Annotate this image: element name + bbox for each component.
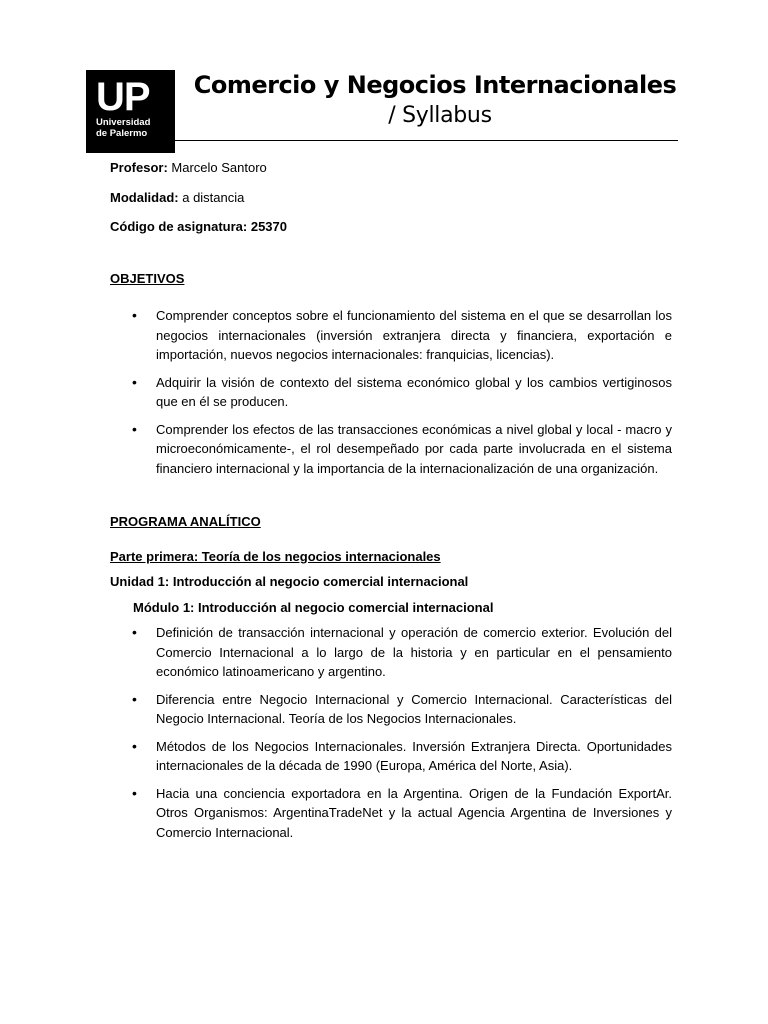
university-logo (86, 70, 175, 153)
logo-mark: UP (96, 75, 150, 119)
objetivo-text: Comprender conceptos sobre el funcionamiento del sistema en el que se desarrollan los negocios internacionales (inversión extranjera directa y financiera, exportación e importación, nuevos negocios internacionales: franquicias, licencias). (156, 308, 672, 362)
logo-university-line: Universidad (96, 117, 151, 128)
list-item (110, 306, 672, 365)
modulo-list (110, 623, 672, 842)
list-item (110, 690, 672, 729)
bullet-icon: • (132, 420, 137, 437)
modulo-item-text: Diferencia entre Negocio Internacional y Comercio Internacional. Características del Negocio Internacional. Teoría de los Negocios Internacionales. (156, 691, 672, 726)
bullet-icon: • (132, 737, 137, 754)
objetivos-heading: OBJETIVOS (110, 270, 185, 286)
modalidad-line (110, 188, 672, 208)
bullet-icon: • (132, 690, 137, 707)
bullet-icon: • (132, 784, 137, 801)
objetivo-text: Comprender los efectos de las transacciones económicas a nivel global y local - macro y microeconómicamente-, el rol desempeñado por cada parte involucrada en el sistema financiero internacional y la importancia de la internacionalización de una organización. (156, 421, 672, 476)
logo-palermo-line: de Palermo (96, 128, 148, 139)
document-subtitle: / Syllabus (388, 103, 492, 128)
bullet-icon: • (132, 624, 137, 640)
list-item (110, 373, 672, 412)
modalidad-value: a distancia (178, 189, 245, 205)
modulo-heading: Módulo 1: Introducción al negocio comercial internacional (133, 599, 494, 615)
header-divider (175, 140, 678, 141)
modulo-item-text: Hacia una conciencia exportadora en la Argentina. Origen de la Fundación ExportAr. Otros Organismos: ArgentinaTradeNet y la actual Agencia Argentina de Inversiones y Comercio Internacional. (156, 785, 672, 840)
bullet-icon: • (132, 307, 137, 323)
profesor-value: Marcelo Santoro (167, 160, 267, 175)
codigo-label: Código de asignatura: 25370 (110, 219, 287, 234)
profesor-label: Profesor: (110, 160, 168, 175)
parte-heading: Parte primera: Teoría de los negocios internacionales (110, 548, 441, 564)
profesor-line (110, 158, 672, 178)
programa-heading: PROGRAMA ANALÍTICO (110, 514, 261, 529)
list-item (110, 737, 672, 776)
objetivo-text: Adquirir la visión de contexto del sistema económico global y los cambios vertiginosos que en él se producen. (156, 374, 672, 409)
list-item (110, 784, 672, 843)
unidad-heading: Unidad 1: Introducción al negocio comercial internacional (110, 574, 469, 589)
document-title: Comercio y Negocios Internacionales (193, 71, 677, 99)
objetivos-list (110, 306, 672, 478)
modulo-item-text: Definición de transacción internacional y operación de comercio exterior. Evolución del Comercio Internacional a lo largo de la historia y en particular en el pensamiento económico latinoamericano y argentino. (156, 625, 672, 679)
list-item (110, 420, 672, 479)
bullet-icon: • (132, 373, 137, 390)
list-item (110, 623, 672, 682)
document-body (110, 158, 672, 850)
modalidad-label: Modalidad: (110, 189, 179, 205)
codigo-line (110, 217, 672, 237)
modulo-item-text: Métodos de los Negocios Internacionales. Inversión Extranjera Directa. Oportunidades internacionales de la década de 1990 (Europa, América del Norte, Asia). (156, 738, 672, 773)
